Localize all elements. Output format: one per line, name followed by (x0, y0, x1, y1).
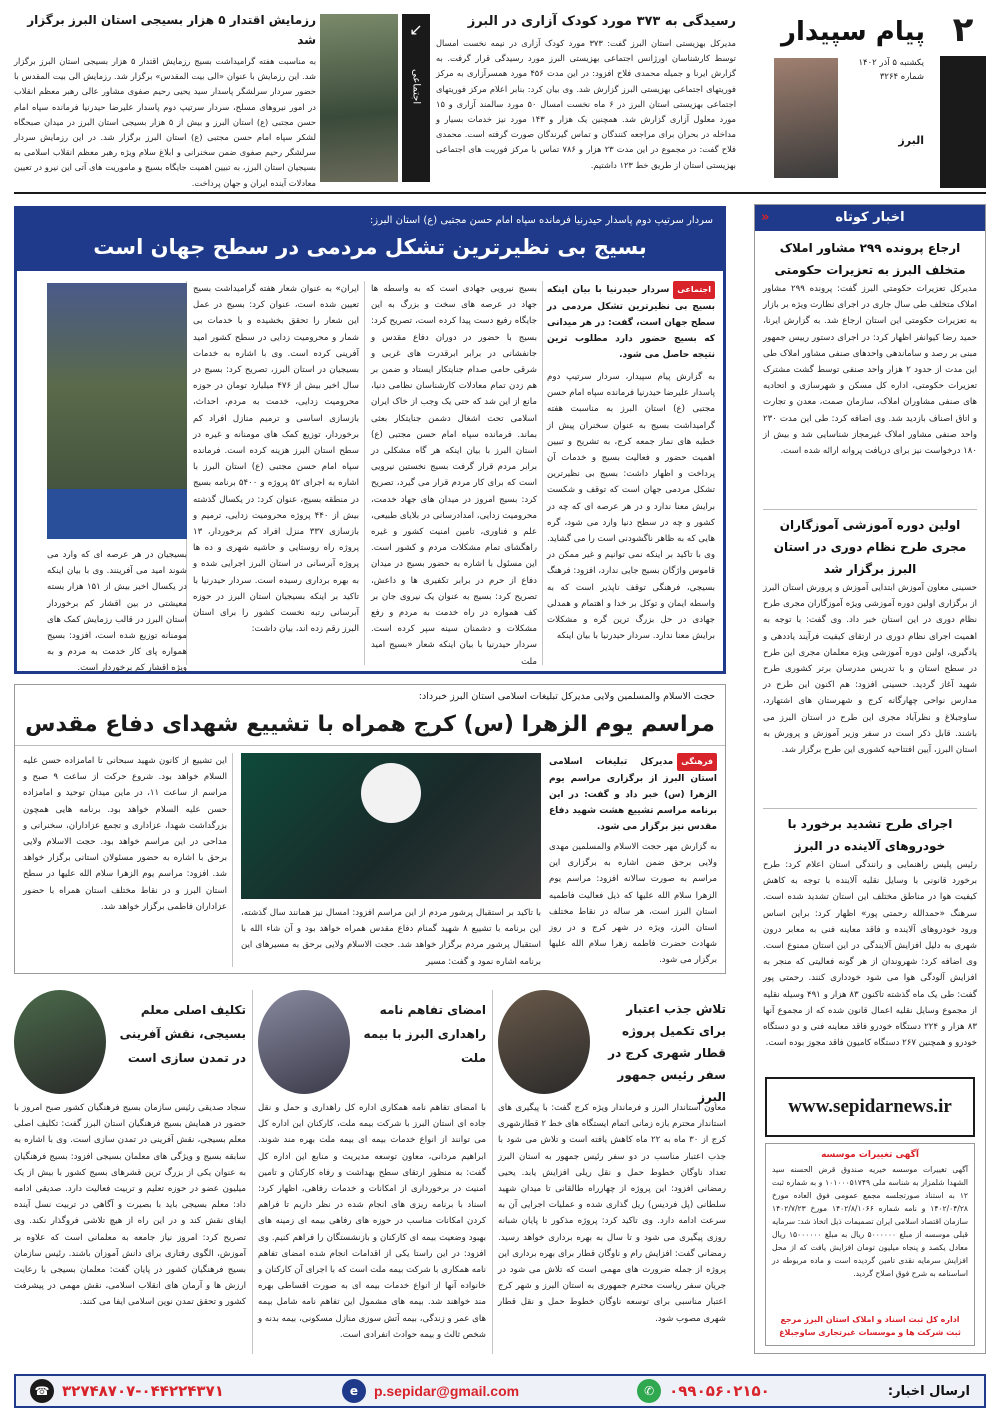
brief-title: اجرای طرح تشدید برخورد با خودروهای آلاینده در البرز (787, 817, 953, 853)
top-story-2-photo (320, 14, 398, 182)
meeting-photo (498, 990, 590, 1094)
official-photo (258, 990, 350, 1094)
article-lead: فرهنگیمدیرکل تبلیغات اسلامی استان البرز از برگزاری مراسم یوم الزهرا (س) خبر داد و گفت: در این برنامه مراسم تشییع هشت شهید دفاع مقدس نیز برگزار می شود. (549, 753, 717, 835)
section-tag: فرهنگی (677, 753, 717, 771)
brief-body: رئیس پلیس راهنمایی و رانندگی استان اعلام کرد: طرح برخورد قانونی با وسایل نقلیه آلاینده با توجه به کاهش کیفیت هوا در مناطق مختلف این استان تشدید شده است. سرهنگ «حمدالله رحمتی پور» اظهار کرد: براین اساس ورود خودروهای آلاینده و فاقد معاینه فنی به معابر درون شهری به دلیل افزایش آلایندگی در این استان ممنوع است. وی اضافه کرد: شهروندان از هر گونه فعالیتی که منجر به افزایش آلودگی هوا می شود خودداری کنند. رحمتی پور گفت: طی یک ماه گذشته تاکنون ۸۳ هزار و ۴۹۱ وسیله نقلیه از مجموع وسایل نقلیه اعمال قانون شده که از مجموع آنها ۸۳ هزار و ۲۲۴ دستگاه خودرو فاقد معاینه فنی و دو دستگاه خودرو و همچنین ۲۶۷ دستگاه کامیون فاقد مجوز بوده است. (763, 860, 977, 1049)
article-lead: اجتماعیسردار حیدرنیا با بیان اینکه بسیج بی نظیرترین تشکل مردمی در سطح جهان است، گفت: در هر میدانی که بسیج حضور دارد مطلوب ترین نتیجه حاصل می شود. (547, 281, 715, 363)
brief-title: ارجاع پرونده ۲۹۹ مشاور املاک متخلف البرز به تعزیرات حکومتی (774, 241, 966, 277)
article-basij (14, 206, 726, 674)
article-col: ایران» به عنوان شعار هفته گرامیداشت بسیج تعیین شده است، عنوان کرد: بسیج در عمل این شعار را تحقق بخشیده و با خدمات بی شمار و محرومیت زدایی در سطح کشور امید آفرینی کرده است. وی با اشاره به خدمات بسیجیان در استان البرز، تصریح کرد: بسیج در سال اخیر بیش از ۴۷۶ میلیارد تومان در حوزه محرومیت زدایی، خدمت به مردم، احداث، بازسازی اساسی و ترمیم منازل افراد کم برخوردار، توزیع کمک های مومنانه و غیره در سطح استان البرز هزینه کرده است. فرمانده سپاه امام حسن مجتبی (ع) استان البرز با اشاره به اجرای ۵۲ پروژه و ۵۴۰۰ برنامه بسیج در منطقه بسیج، عنوان کرد: در یکسال گذشته بیش از ۴۴۰ پروژه محرومیت زدایی، ترمیم و بازسازی ۳۳۷ منزل افراد کم برخوردار، ۱۳ پروژه راه روستایی و حاشیه شهری و ده ها پروژه آبرسانی در استان البرز اجرایی شده و به بهره برداری رسیده است. سردار حیدرنیا با تاکید بر اینکه بسیجیان استان البرز در حوزه آبرسانی رتبه نخست کشور را برای استان البرز رقم زده اند، بیان داشت: (193, 284, 360, 635)
phone-icon: ☎ (30, 1379, 54, 1403)
page-number: ۲ (952, 10, 974, 50)
article-col: بسیجیان در هر عرصه ای که وارد می شوند امید می آفرینند. وی با بیان اینکه در یکسال اخیر بیش از ۱۵۱ هزار بسته معیشتی در بین اقشار کم برخوردار استان البرز در قالب رزمایش کمک های مومنانه توزیع شده است، افزود: بسیج همواره پای کار خدمت به مردم و به ویژه اقشار کم برخوردار است. (47, 550, 187, 674)
section-strip-social-1 (402, 14, 430, 182)
notice-footer: اداره کل ثبت اسناد و املاک استان البرز مرجع ثبت شرکت ها و موسسات غیرتجاری ساوجبلاغ (779, 1315, 961, 1337)
bottom-story-2 (258, 984, 486, 1358)
section-tag: اجتماعی (673, 281, 715, 299)
article-col: به گزارش پیام سپیدار، سردار سرتیپ دوم پاسدار علیرضا حیدرنیا فرمانده سپاه امام حسن مجتبی (ع) استان البرز به مناسبت هفته گرامیداشت بسیج به عنوان سخنران پیش از خطبه های نماز جمعه کرج، به تشریح و تبیین اهمیت حضور و فعالیت بسیج و خدمات آن پرداخت و اظهار داشت: بسیج بی نظیرترین تشکل مردمی جهان است که توقف و شکست برایش معنا ندارد و در هر عرصه ای که چه در کشور و چه در سطح دنیا وارد می شود، گره هایی که به ظاهر ناگشودنی است را می گشاید. وی با تاکید بر اینکه نمی توانیم و غیر ممکن در قاموس واژگان بسیج جایی ندارد، افزود: فرهنگ بسیجی، فرهنگی توقف ناپذیر است که به واسطه ایمان و توکل بر خدا و اهتمام و همدلی جهادی در حل بزرگ ترین گره و مشکلات برایش معنا ندارد. سردار حیدرنیا با بیان اینکه (547, 372, 715, 642)
chevron-left-icon: « (761, 210, 770, 225)
article-title: رسیدگی به ۳۷۳ مورد کودک آزاری در البرز (467, 14, 736, 29)
divider (14, 192, 986, 194)
notice-title: آگهی تغییرات موسسه (821, 1150, 919, 1160)
website-banner[interactable]: www.sepidarnews.ir (765, 1077, 975, 1137)
whatsapp-icon: ✆ (637, 1379, 661, 1403)
footer-label: ارسال اخبار: (887, 1383, 970, 1399)
article-body: سجاد صدیقی رئیس سازمان بسیج فرهنگیان کشور صبح امروز با حضور در همایش بسیج فرهنگیان استان البرز گفت: تکلیف اصلی معلم بسیجی، نقش آفرینی در تمدن سازی است. وی با اشاره به سابقه بسیج و ویژگی های معلمان بسیجی افزود: بسیج فرهنگیان به عنوان یکی از بزرگ ترین قشرهای بسیج کشور با بیش از یک میلیون عضو در حوزه تعلیم و تربیت فعالیت دارد. صدیقی ادامه داد: معلم بسیجی باید با بصیرت و آگاهی در تربیت نسل آینده ایفای نقش کند و در این راه از هیچ تلاشی فروگذار نکند. وی تصریح کرد: امروز نیاز جامعه به معلمانی است که علاوه بر آموزش، الگوی رفتاری برای دانش آموزان باشند. رئیس سازمان بسیج فرهنگیان کشور در پایان گفت: معلمان بسیجی با رعایت ارزش ها و آرمان های انقلاب اسلامی، نقش مهمی در پیشرفت کشور و تحقق تمدن نوین اسلامی ایفا می کنند. (14, 1103, 246, 1308)
article-body: به مناسبت هفته گرامیداشت بسیج رزمایش اقتدار ۵ هزار بسیجی استان البرز برگزار شد. این رزمایش با عنوان «الی بیت المقدس» برگزار شد. رزمایش الی بیت المقدس با حضور سردار سرلشگر پاسدار سید یحیی رحیم صفوی مشاور عالی رهبر معظم انقلاب در امور نیروهای مسلح، سردار سرتیپ دوم پاسدار علیرضا حیدرنیا فرمانده سپاه امام حسن مجتبی (ع) استان البرز و بیش از ۵ هزار بسیجی استان البرز در میدان صبحگاه لشکر سپاه امام حسن مجتبی (ع) استان البرز برگزار شد. در این رزمایش سردار سرلشگر رحیم صفوی ضمن سخنرانی و ابلاغ سلام ویژه رهبر معظم انقلاب اسلامی به بسیجیان استان البرز، به تبیین اهمیت جایگاه بسیج و ماموریت های آتی این نیرو در تعیین معادلات آینده ایران و جهان پرداخت. (14, 56, 317, 188)
article-header (17, 209, 723, 271)
cleric-photo (241, 753, 541, 899)
article-funeral (14, 684, 726, 974)
sidebar-header: اخبار کوتاه « (755, 205, 985, 231)
turban-shape (361, 763, 421, 823)
article-title: تکلیف اصلی معلم بسیجی، نقش آفرینی در تمدن سازی است (119, 1003, 246, 1065)
column-rule (252, 990, 253, 1354)
email-icon: e (342, 1379, 366, 1403)
phone-number[interactable]: ۳۲۷۴۸۷۰۷-۰۴۴۲۲۴۳۷۱ (62, 1382, 224, 1400)
bottom-story-1 (498, 984, 726, 1358)
article-title: تلاش جذب اعتبار برای تکمیل پروژه قطار شهری کرج در سفر رئیس جمهور البرز (608, 1002, 726, 1104)
top-story-1 (436, 12, 736, 184)
page-number-strip (940, 56, 986, 188)
article-body: معاون استاندار البرز و فرماندار ویژه کرج گفت: با پیگیری های استاندار محترم بازه زمانی اتمام ایستگاه های خط ۲ قطارشهری کرج از ۳۰ ماه به ۲۲ ماه کاهش یافته است و تلاش می شود با جذب اعتبار مناسب در دو سفر رئیس جمهور به استان البرز تعداد ناوگان خطوط حمل و نقل ریلی افزایش یابد. یحیی رمضانی افزود: این پروژه از چهارراه طالقانی تا میدان شهید سلطانی (پل فردیس) ریل گذاری شده و عملیات اجرایی آن به سرعت ادامه دارد. وی تاکید کرد: پروژه مذکور تا پایان شبانه روزی پیگیری می شود و تا سال به بهره برداری خواهد رسید. رمضانی گفت: افزایش رام و ناوگان قطار برای بهره برداری این پروژه از جمله ضرورت های مهمی است که تلاش می شود در جریان سفر ریاست محترم جمهوری به استان البرز و شهر کرج اعتبار مناسبی برای توسعه ناوگان خطوط حمل و نقل قطار شهری مصوب شود. (498, 1103, 726, 1324)
sidebar (754, 204, 986, 1354)
article-col: به گزارش مهر حجت الاسلام والمسلمین مهدی ولایی برحق ضمن اشاره به برگزاری این مراسم به صورت سالانه افزود: مراسم یوم الزهرا سلام الله علیها که ذیل فعالیت فاطمیه استان البرز است، هر ساله در نقاط مختلف استان البرز، ویژه در شهر کرج و در روز شهادت حضرت فاطمه زهرا سلام الله علیها برگزار می شود. (549, 842, 717, 966)
arrow-down-icon: ↙ (409, 20, 423, 39)
notice-box (765, 1143, 975, 1346)
article-col: با تاکید بر استقبال پرشور مردم از این مراسم افزود: امسال نیز همانند سال گذشته، این برنامه با تشییع ۸ شهید گمنام دفاع مقدس همراه خواهد بود و آن شاء الله با استقبال پرشور مردم برگزار خواهد شد. حجت الاسلام ولایی برحق به مسیرهای این برنامه اشاره نمود و گفت: مسیر (241, 908, 541, 967)
article-title: امضای تفاهم نامه راهداری البرز با بیمه ملت (363, 1003, 486, 1065)
brief-title: اولین دوره آموزشی آموزگاران مجری طرح نظام دوری در استان البرز برگزار شد (773, 518, 967, 576)
article-col: بسیج نیرویی جهادی است که به واسطه ها جهاد در عرصه های سخت و بزرگ به این جایگاه رفیع دست پیدا کرده است، تصریح کرد: بسیج با حضور در دوران دفاع مقدس و جانفشانی در برابر ابرقدرت های غربی و شرقی حامی صدام جنایتکار ایستاد و ضمن بر هم زدن تمام معادلات کارشناسان نظامی دنیا، مانع از این شد که حتی یک وجب از خاک ایران اسلامی تحت اشغال دشمن جنایتکار بعثی بماند. فرمانده سپاه امام حسن مجتبی (ع) استان البرز با بیان اینکه هر گاه مشکلی در برابر مردم قرار گرفت بسیج نخستین نیرویی است که برای کار مردم قرار می گیرد، تصریح کرد: بسیج امروز در میدان های جهاد خدمت، محرومیت زدایی، امدادرسانی در بلایای طبیعی، علم و فناوری، تامین امنیت کشور و غیره راهگشای تمام مشکلات مردم و کشور است. این مسئول با اشاره به حضور بسیج در میدان دفاع از حرم در برابر تکفیری ها و داعش، تصریح کرد: بسیج به عنوان یک نیروی جان بر کف همواره در راه خدمت به مردم و رفع مشکلات و دشمنان سینه سپر کرده است. سردار حیدرنیا با بیان اینکه شعار «بسیج امید ملت (371, 284, 537, 667)
bottom-story-3 (14, 984, 246, 1358)
column-rule (232, 753, 233, 967)
issue-number: شماره ۳۲۶۴ (879, 72, 924, 82)
speaker-photo (14, 990, 106, 1094)
brief-body: حسینی معاون آموزش ابتدایی آموزش و پرورش استان البرز از برگزاری اولین دوره آموزشی ویژه آموزگاران مجری طرح نظام دوری در این استان خبر داد. وی گفت: با توجه به اهمیت اجرای نظام دوری در ارتقای کیفیت فرآیند یاددهی و یادگیری، اولین دوره آموزشی ویژه معلمان مجری این طرح در سطح استان و با تدریس مدرسان برتر کشوری طرح شهید آغاز گردید. حسینی افزود: هم اکنون این طرح در مدارس نواحی چهارگانه کرج و شهرستان های اشتهارد، ساوجبلاغ و نظرآباد مجری این طرح در استان البرز می باشند. قابل ذکر است در سفر وزیر آموزش و پرورش به استان البرز، آیین افتتاحیه کشوری این طرح برگزار شد. (763, 583, 977, 756)
masthead (766, 8, 986, 188)
brief-body: مدیرکل تعزیرات حکومتی البرز گفت: پرونده ۲۹۹ مشاور املاک متخلف طی سال جاری در اجرای نظارت ویژه بر بازار به تعزیرات حکومتی این استان ارجاع شد. به گزارش ایرنا، حمید رضا کیوانفر اظهار کرد: در اجرای دستور رییس جمهور مبنی بر رصد و ساماندهی واحدهای صنفی مشاور املاک طی این مدت از حدود ۲ هزار واحد صنفی توسط گشت مشترک تعزیرات حکومتی، اداره کل مسکن و شهرسازی و اتحادیه های صنفی مشاوران املاک، سازمان صمت، معدن و تجارت و اتاق اصناف بازدید شد. وی اضافه کرد: طی این مدت ۲۳۰ واحد صنفی مشاور املاک غیرمجاز شناسایی شد و بیش از ۱۸۰ درخواست نیز برای دریافت پروانه ارائه شده است. (763, 284, 978, 457)
whatsapp-number[interactable]: ۰۹۹۰۵۶۰۲۱۵۰ (669, 1382, 770, 1400)
top-story-2 (14, 10, 317, 188)
region-label: البرز (898, 134, 924, 147)
column-rule (542, 281, 543, 665)
article-title: رزمایش اقتدار ۵ هزار بسیجی استان البرز برگزار شد (27, 13, 316, 47)
article-kicker: حجت الاسلام والمسلمین ولایی مدیرکل تبلیغات اسلامی استان البرز خبرداد: (418, 691, 715, 702)
brand-logo: پیام سپیدار (781, 17, 925, 47)
article-kicker: سردار سرتیپ دوم پاسدار حیدرنیا فرمانده سپاه امام حسن مجتبی (ع) استان البرز: (369, 215, 713, 226)
article-body: با امضای تفاهم نامه همکاری اداره کل راهداری و حمل و نقل جاده ای استان البرز با شرکت بیمه ملت، کارکنان این اداره کل می توانند از انواع خدمات بیمه ای بیمه ملت بهره مند شوند. ابراهیم مردانی، معاون توسعه مدیریت و منابع این اداره کل گفت: به منظور ارتقای سطح بهداشت و رفاه کارکنان و تامین امنیت در برخورداری از امکانات و خدمات رفاهی، اظهار کرد: اسناد با برنامه ریزی های انجام شده در نظر داریم تا فراهم کردن امکانات مناسب در حوزه های رفاهی بیمه ای زمینه های بهبود وضعیت بیمه ای کارکنان و بازنشستگان را فراهم کنیم. وی افزود: در این راستا یکی از اقدامات انجام شده امضای تفاهم نامه همکاری با شرکت بیمه ملت است که با اجرای آن کارکنان و خانواده آنها از انواع خدمات بیمه ای به صورت اقساطی بهره مند خواهند شد. بیمه های مشمول این تفاهم نامه شامل بیمه های عمر و زندگی، بیمه آتش سوزی منازل مسکونی، بیمه بدنه و شخص ثالث و بیمه حوادث انفرادی است. (258, 1103, 486, 1340)
article-title: بسیج بی نظیرترین تشکل مردمی در سطح جهان است (93, 235, 647, 259)
email-contact[interactable] (342, 1379, 519, 1403)
whatsapp-contact[interactable] (637, 1379, 770, 1403)
section-label: اجتماعی (410, 69, 422, 105)
contact-footer (14, 1374, 986, 1408)
divider (763, 808, 977, 809)
notice-body: آگهی تغییرات موسسه خیریه صندوق قرض الحسنه سید الشهدا شلمزار به شناسه ملی ۱۰۱۰۰۰۵۱۷۴۹ و به شماره ثبت ۱۲ به استناد صورتجلسه مجمع عمومی فوق العاده مورخ ۱۴۰۲/۰۴/۲۸ و نامه شماره ۱۴۰۲/۸/۱۰۶۶ مورخ ۱۴۰۲/۷/۲۳ سازمان اقتصاد اسلامی ایران تصمیمات ذیل اتخاذ شد: سرمایه قبلی موسسه از مبلغ ۵۰۰۰۰۰۰ ریال به مبلغ ۱۵۰۰۰۰۰۰ ریال معادل یکصد و پنجاه میلیون تومان افزایش یافت که از محل افزایش سرمایه نقدی تامین گردیده است و ماده مربوطه در اساسنامه به شرح فوق اصلاح گردید. (772, 1165, 969, 1278)
column-rule (492, 990, 493, 1354)
commander-photo (47, 283, 187, 539)
column-rule (364, 281, 365, 665)
divider (763, 509, 977, 510)
email-address[interactable]: p.sepidar@gmail.com (373, 1383, 520, 1399)
article-col: این تشییع از کانون شهید سبحانی تا امامزاده حسن علیه السلام خواهد بود. شروع حرکت از ساعت ۹ صبح و مراسم از ساعت ۱۱، در ماین میدان توحید و امامزاده حسن علیه السلام خواهد بود. برنامه هایی همچون بزرگداشت شهدا، عزاداری و تجمع عزاداران، سخنرانی و مداحی در این مراسم خواهد بود. حجت الاسلام ولایی برحق با اشاره به حضور مسئولان استانی برگزار خواهد شد. افزود: مراسم یوم الزهرا سلام الله علیها در سطح استان البرز و در نقاط مختلف استان همراه با حضور عزاداران فاطمی برگزار خواهد شد. (23, 756, 227, 912)
official-photo (774, 58, 838, 178)
phone-contact[interactable] (30, 1379, 224, 1403)
banner-backdrop (47, 489, 187, 539)
article-body: مدیرکل بهزیستی استان البرز گفت: ۳۷۳ مورد کودک آزاری در نیمه نخست امسال توسط کارشناسان اورژانس اجتماعی بهزیستی البرز مورد رسیدگی قرار گرفت. به گزارش ایرنا و جمیله محمدی فلاح افزود: در این مدت ۴۵۶ مورد همسرآزاری به مرکز فوریتهای اجتماعی بهزیستی البرز گزارش شد. وی بیان کرد: بنابر اعلام مرکز فوریتهای اجتماعی بهزیستی استان البرز در ۶ ماه نخست امسال ۵۰ مورد سالمند آزاری و ۱۵ مورد معلول آزاری گزارش شد. همچنین یک هزار و ۱۴۳ مورد نیز خدمات بسیار و مداخله در بحران برای مراجعه کنندگان و تماس گیرندگان صورت گرفته است. محمدی فلاح گفت: در مجموع در این مدت ۲۳ هزار و ۷۸۶ تماس با مرکز فوریت های اجتماعی بهزیستی استان از طریق خط ۱۲۳ داشتیم. (436, 38, 737, 170)
article-title: مراسم یوم الزهرا (س) کرج همراه با تشییع شهدای دفاع مقدس (15, 705, 725, 746)
issue-date: یکشنبه ۵ آذر ۱۴۰۲ (858, 58, 924, 68)
